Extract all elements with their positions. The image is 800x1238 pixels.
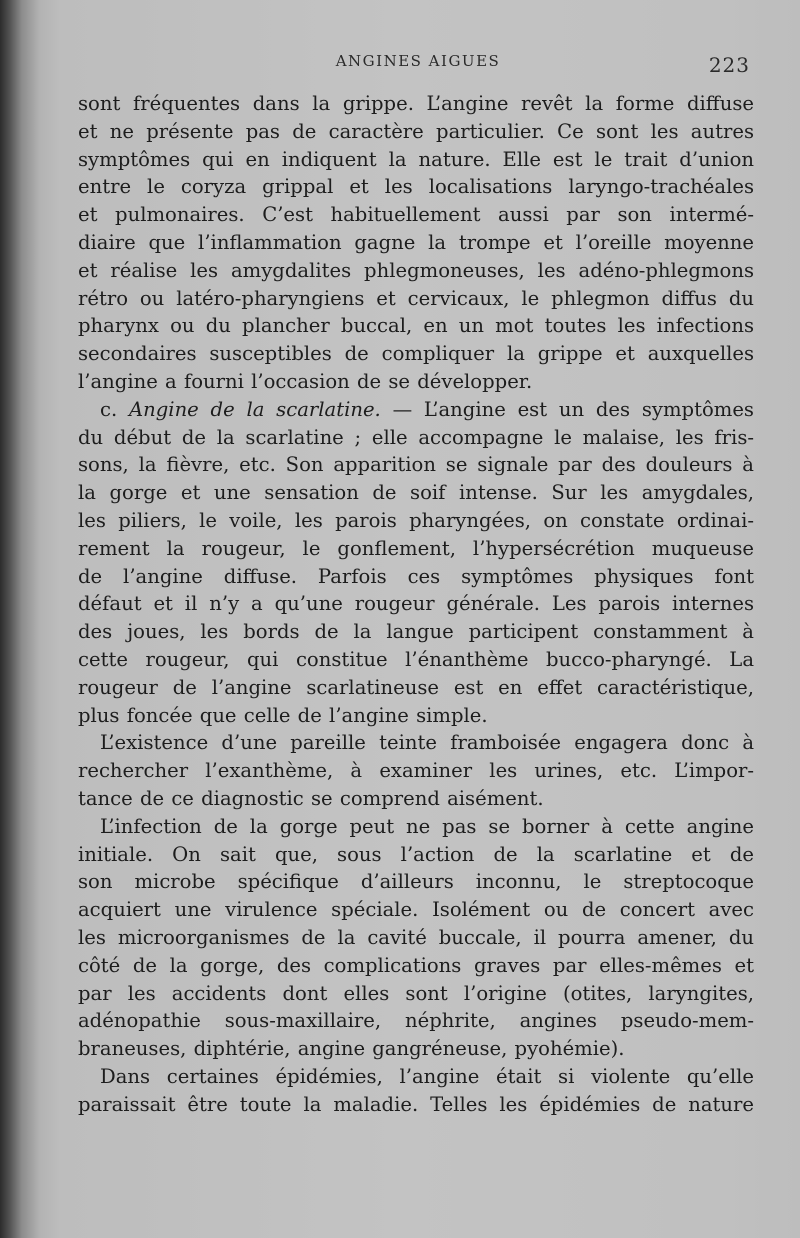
section-heading-italic: Angine de la scarlatine. (128, 397, 381, 421)
text-line: diaire que l’inflammation gagne la trompe et l’oreille moyenne (78, 230, 754, 254)
text-line: L’existence d’une pareille teinte framboisée engagera donc à (100, 731, 754, 755)
running-title: ANGINES AIGUES (335, 52, 501, 70)
text-line: sons, la fièvre, etc. Son apparition se signale par des douleurs à (78, 453, 754, 477)
text-line: symptômes qui en indiquent la nature. Elle est le trait d’union (78, 147, 754, 171)
text-line: initiale. On sait que, sous l’action de la scarlatine et de (78, 842, 754, 866)
text-line: des joues, les bords de la langue participent constamment à (78, 620, 754, 644)
text-line: son microbe spécifique d’ailleurs inconnu, le streptocoque (78, 870, 754, 894)
text-line: l’angine a fourni l’occasion de se développer. (78, 369, 533, 393)
text-line: et ne présente pas de caractère particulier. Ce sont les autres (78, 119, 754, 143)
text-line: les piliers, le voile, les parois pharyngées, on constate ordinai- (78, 508, 754, 532)
text-line: secondaires susceptibles de compliquer la grippe et auxquelles (78, 342, 754, 366)
line-suffix: — L’angine est un des symptômes (380, 397, 754, 421)
text-line: par les accidents dont elles sont l’origine (otites, laryngites, (78, 981, 754, 1005)
text-line: paraissait être toute la maladie. Telles les épidémies de nature (78, 1092, 754, 1116)
text-line: Dans certaines épidémies, l’angine était si violente qu’elle (100, 1064, 754, 1088)
text-line: rétro ou latéro-pharyngiens et cervicaux, le phlegmon diffus du (78, 286, 754, 310)
text-line: acquiert une virulence spéciale. Isolément ou de concert avec (78, 898, 754, 922)
text-line: entre le coryza grippal et les localisations laryngo-trachéales (78, 175, 754, 199)
text-line: L’infection de la gorge peut ne pas se borner à cette angine (100, 814, 754, 838)
text-line: défaut et il n’y a qu’une rougeur générale. Les parois internes (78, 592, 754, 616)
text-line: rougeur de l’angine scarlatineuse est en effet caractéristique, (78, 675, 754, 699)
text-line: rement la rougeur, le gonflement, l’hypersécrétion muqueuse (78, 536, 754, 560)
text-line: rechercher l’exanthème, à examiner les urines, etc. L’impor- (78, 759, 754, 783)
text-line: sont fréquentes dans la grippe. L’angine revêt la forme diffuse (78, 92, 754, 115)
line-prefix: c. (100, 397, 129, 421)
text-line: et pulmonaires. C’est habituellement aussi par son intermé- (78, 203, 754, 227)
body-text (78, 90, 754, 1118)
text-line: les microorganismes de la cavité buccale, il pourra amener, du (78, 925, 754, 949)
text-line: tance de ce diagnostic se comprend aisément. (78, 786, 544, 810)
text-line: côté de la gorge, des complications graves par elles-mêmes et (78, 953, 754, 977)
text-line: cette rougeur, qui constitue l’énanthème bucco-pharyngé. La (78, 647, 754, 671)
page-number: 223 (708, 53, 750, 77)
page-header (78, 50, 758, 80)
text-line: adénopathie sous-maxillaire, néphrite, angines pseudo-mem- (78, 1009, 754, 1033)
text-line: et réalise les amygdalites phlegmoneuses, les adéno-phlegmons (78, 258, 754, 282)
text-line: braneuses, diphtérie, angine gangréneuse, pyohémie). (78, 1037, 625, 1061)
text-line: plus foncée que celle de l’angine simple. (78, 703, 488, 727)
text-line (78, 396, 754, 424)
text-line: du début de la scarlatine ; elle accompagne le malaise, les fris- (78, 425, 754, 449)
text-line: la gorge et une sensation de soif intense. Sur les amygdales, (78, 481, 754, 505)
text-line: de l’angine diffuse. Parfois ces symptômes physiques font (78, 564, 754, 588)
text-line: pharynx ou du plancher buccal, en un mot toutes les infections (78, 314, 754, 338)
